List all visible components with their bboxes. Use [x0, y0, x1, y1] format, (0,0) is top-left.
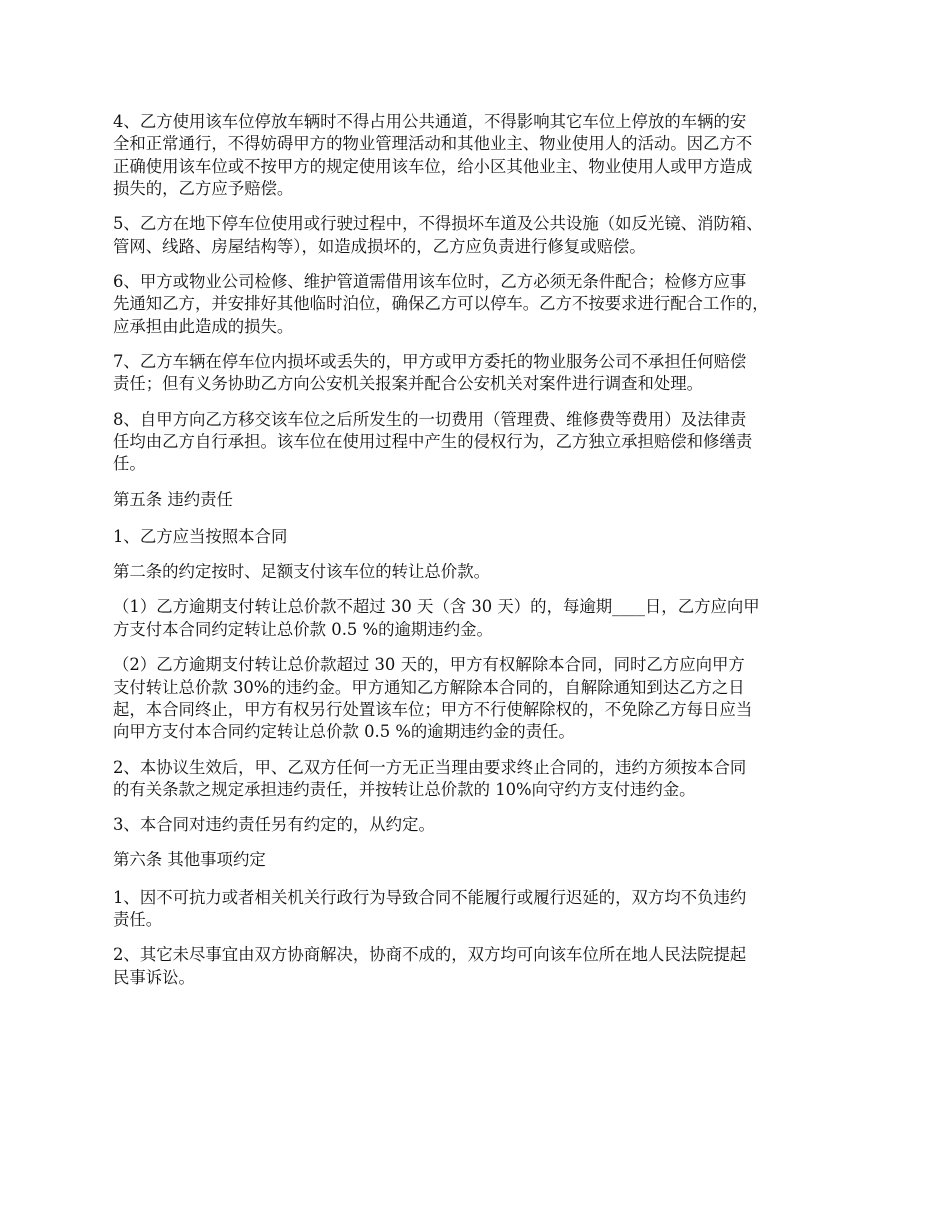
clause-paragraph-breach-1-cont: 第二条的约定按时、足额支付该车位的转让总价款。 [113, 562, 490, 582]
section-heading-article-6: 第六条 其他事项约定 [113, 850, 266, 870]
clause-paragraph-7: 7、乙方车辆在停车位内损坏或丢失的，甲方或甲方委托的物业服务公司不承担任何赔偿 责任；但有义务协助乙方向公安机关报案并配合公安机关对案件进行调查和处理。 [113, 352, 747, 394]
clause-paragraph-breach-3: 3、本合同对违约责任另有约定的，从约定。 [113, 815, 435, 835]
clause-paragraph-breach-2: 2、本协议生效后，甲、乙双方任何一方无正当理由要求终止合同的，违约方须按本合同 的有关条款之规定承担违约责任，并按转让总价款的 10%向守约方支付违约金。 [113, 757, 747, 799]
clause-paragraph-4: 4、乙方使用该车位停放车辆时不得占用公共通道，不得影响其它车位上停放的车辆的安 全和正常通行，不得妨碍甲方的物业管理活动和其他业主、物业使用人的活动。因乙方不 正确使用该车位或不按甲方的规定使用该车位，给小区其他业主、物业使用人或甲方造成 损失的，乙方应予赔偿。 [113, 112, 753, 199]
clause-paragraph-breach-1: 1、乙方应当按照本合同 [113, 527, 288, 547]
clause-paragraph-6: 6、甲方或物业公司检修、维护管道需借用该车位时，乙方必须无条件配合；检修方应事 先通知乙方，并安排好其他临时泊位，确保乙方可以停车。乙方不按要求进行配合工作的， 应承担由此造成的损失。 [113, 272, 769, 336]
clause-paragraph-8: 8、自甲方向乙方移交该车位之后所发生的一切费用（管理费、维修费等费用）及法律责 任均由乙方自行承担。该车位在使用过程中产生的侵权行为，乙方独立承担赔偿和修缮责 任。 [113, 409, 753, 474]
clause-paragraph-5: 5、乙方在地下停车位使用或行驶过程中，不得损坏车道及公共设施（如反光镜、消防箱、 管网、线路、房屋结构等），如造成损坏的，乙方应负责进行修复或赔偿。 [113, 214, 763, 256]
clause-subparagraph-1: （1）乙方逾期支付转让总价款不超过 30 天（含 30 天）的，每逾期____日，乙方应向甲 方支付本合同约定转让总价款 0.5 %的逾期违约金。 [113, 597, 760, 639]
clause-paragraph-other-2: 2、其它未尽事宜由双方协商解决，协商不成的，双方均可向该车位所在地人民法院提起 民事诉讼。 [113, 945, 747, 987]
clause-subparagraph-2: （2）乙方逾期支付转让总价款超过 30 天的，甲方有权解除本合同，同时乙方应向甲方 支付转让总价款 30%的违约金。甲方通知乙方解除本合同的，自解除通知到达乙方之日 起，本合同终止，甲方有权另行处置该车位；甲方不行使解除权的，不免除乙方每日应当 向甲方支付本合同约定转让总价款 0.5 %的逾期违约金的责任。 [113, 655, 753, 742]
section-heading-article-5: 第五条 违约责任 [113, 489, 233, 509]
document-page [113, 111, 850, 1002]
clause-paragraph-other-1: 1、因不可抗力或者相关机关行政行为导致合同不能履行或履行迟延的，双方均不负违约 责任。 [113, 887, 747, 930]
